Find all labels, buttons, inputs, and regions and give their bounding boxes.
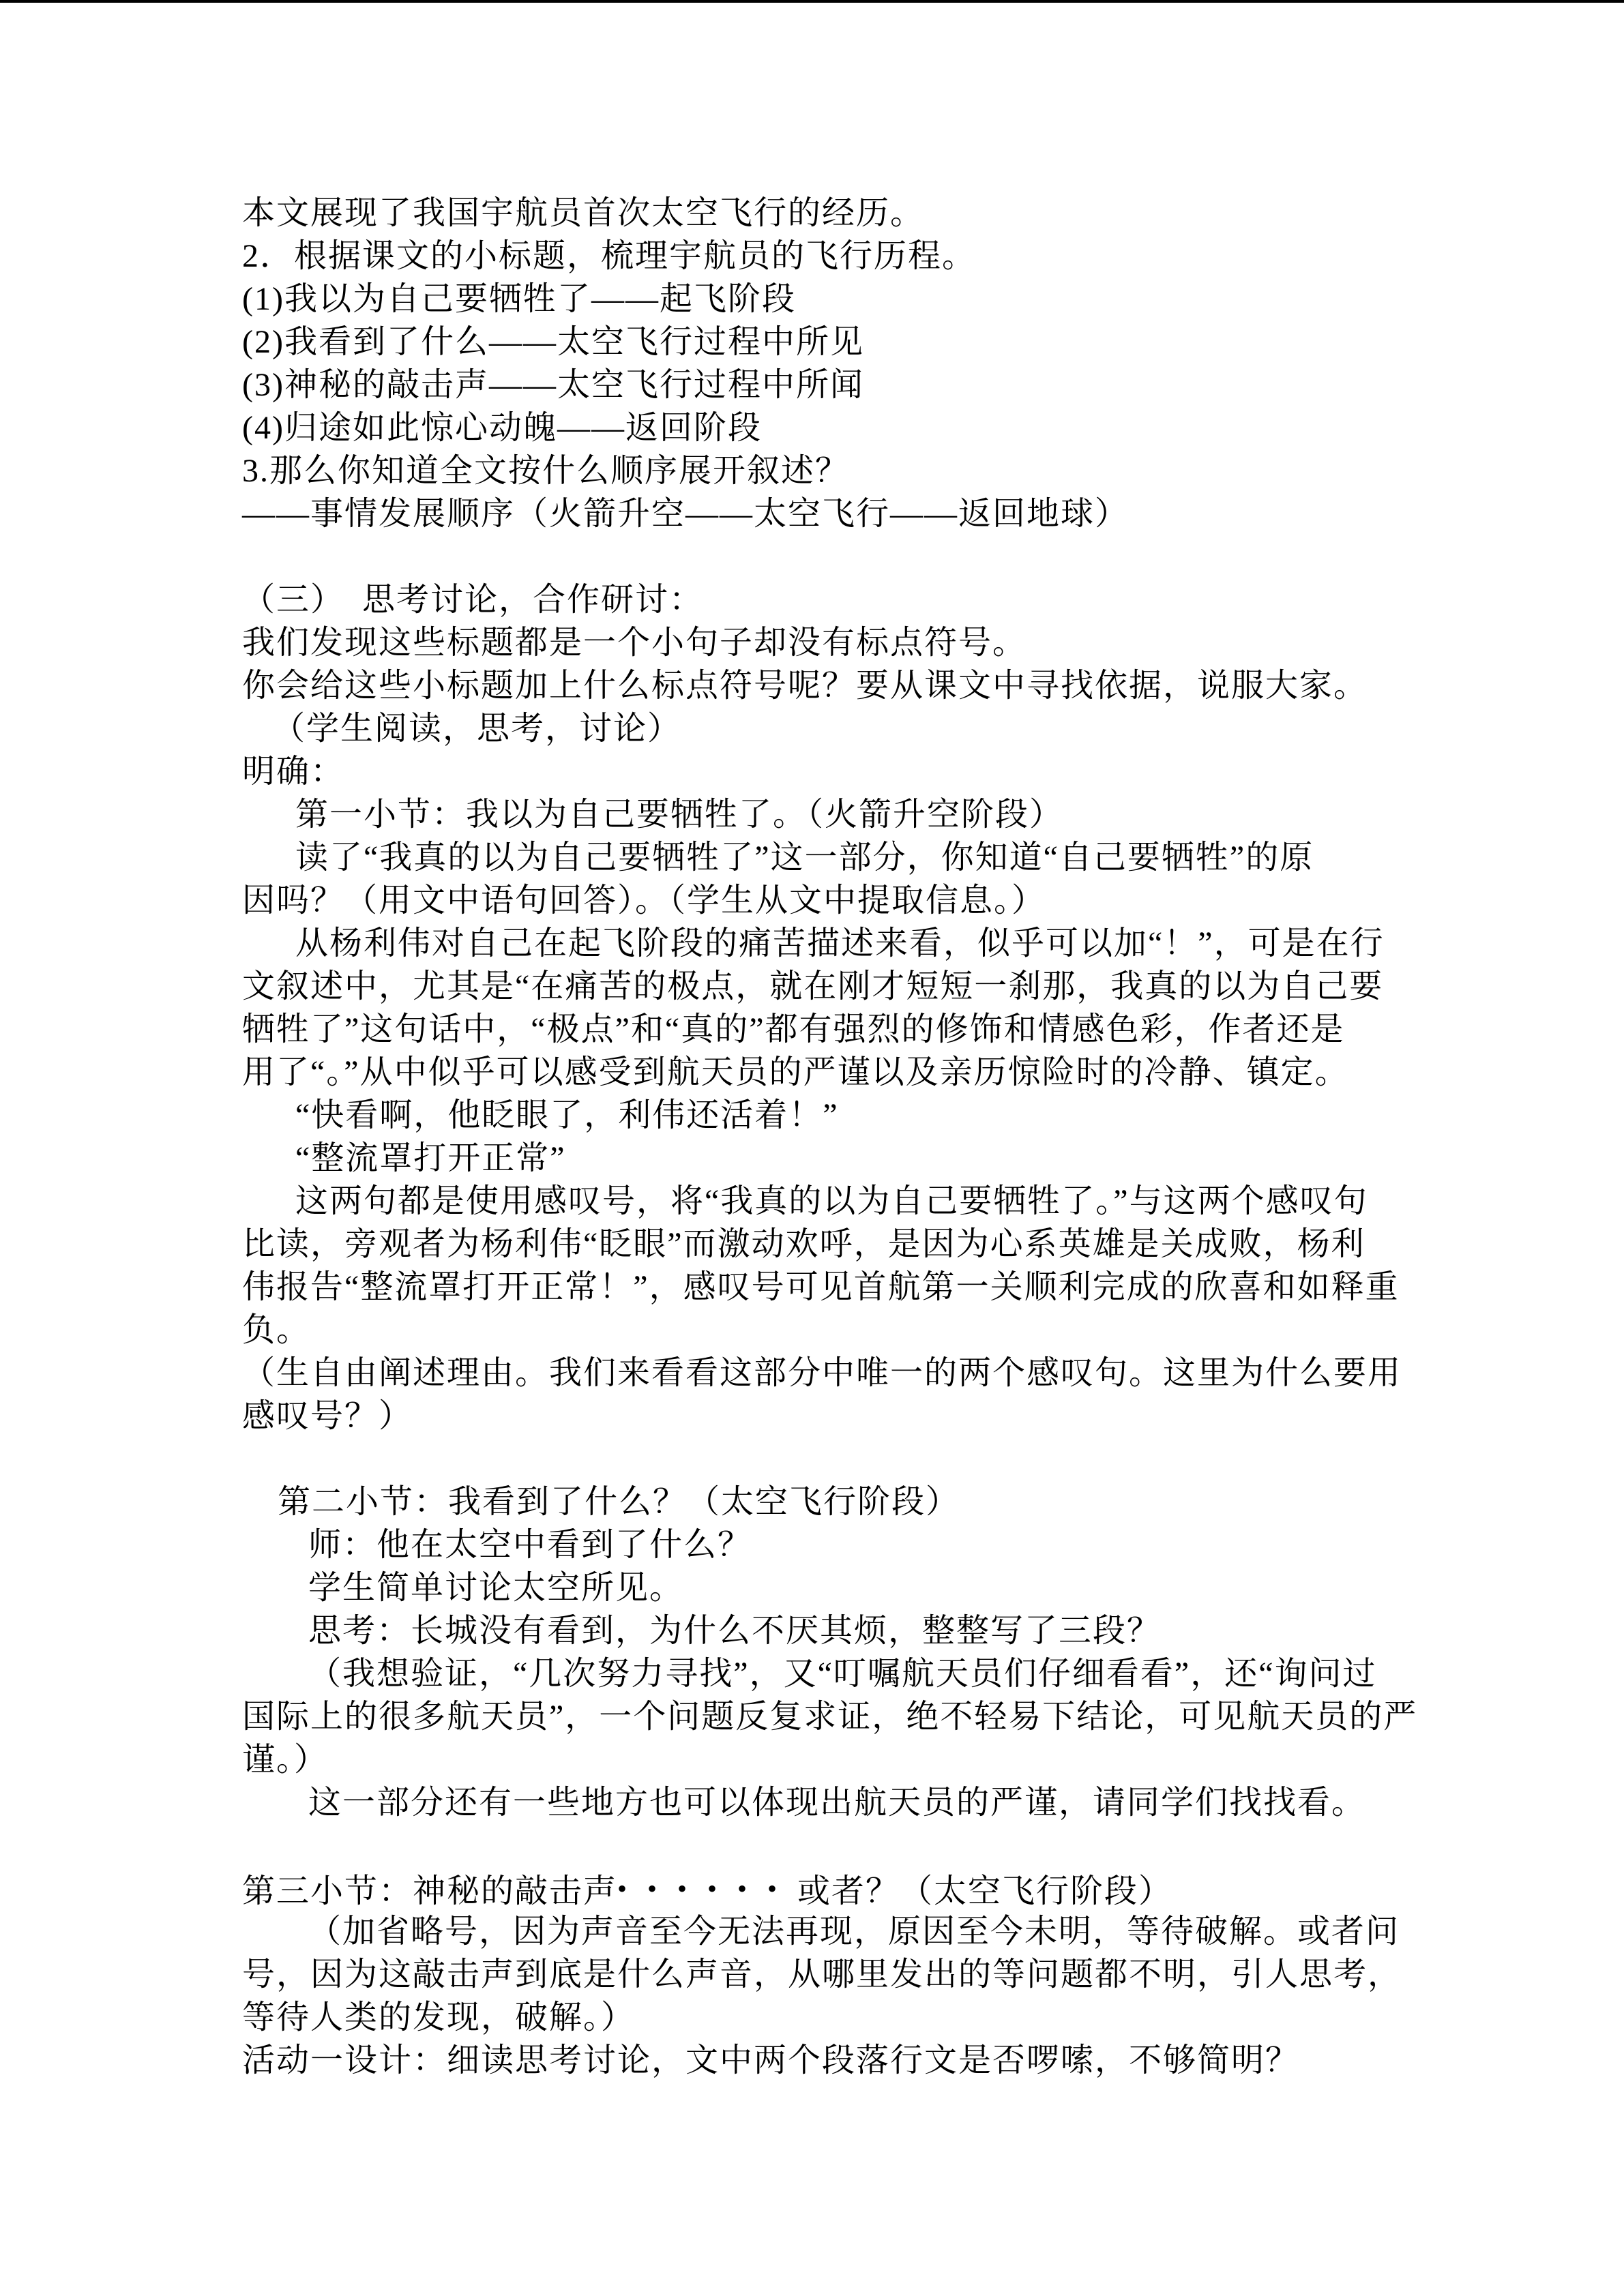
text-line: 号，因为这敲击声到底是什么声音，从哪里发出的等问题都不明，引人思考， xyxy=(242,1956,1402,1993)
text-line: 感叹号？） xyxy=(242,1398,413,1434)
text-line: (4)归途如此惊心动魄——返回阶段 xyxy=(242,410,762,446)
section-three-title-suffix: 或者？（太空飞行阶段） xyxy=(797,1873,1173,1909)
text-line: （加省略号，因为声音至今无法再现，原因至今未明，等待破解。或者问 xyxy=(308,1913,1400,1950)
blank-line xyxy=(242,1437,1429,1480)
text-line xyxy=(242,1867,1429,1910)
text-line: 从杨利伟对自己在起飞阶段的痛苦描述来看，似乎可以加“！”，可是在行 xyxy=(295,925,1385,961)
text-line: 本文展现了我国宇航员首次太空飞行的经历。 xyxy=(242,195,925,231)
text-line: (2)我看到了什么——太空飞行过程中所见 xyxy=(242,324,864,360)
text-line: 明确： xyxy=(242,754,345,790)
text-line: 文叙述中，尤其是“在痛苦的极点，就在刚才短短一刹那，我真的以为自己要 xyxy=(242,968,1384,1004)
text-line: 读了“我真的以为自己要牺牲了”这一部分，你知道“自己要牺牲”的原 xyxy=(295,839,1314,876)
document-page xyxy=(242,192,1429,2082)
text-line: 第一小节：我以为自己要牺牲了。（火箭升空阶段） xyxy=(295,796,1064,833)
section-three-title-prefix: 第三小节：神秘的敲击声 xyxy=(242,1873,618,1909)
text-line: 我们发现这些标题都是一个小句子却没有标点符号。 xyxy=(242,625,1027,661)
text-line: 第二小节：我看到了什么？（太空飞行阶段） xyxy=(278,1484,960,1520)
text-line: 伟报告“整流罩打开正常！”，感叹号可见首航第一关顺利完成的欣喜和如释重 xyxy=(242,1269,1400,1305)
text-line: 这两句都是使用感叹号，将“我真的以为自己要牺牲了。”与这两个感叹句 xyxy=(295,1183,1368,1219)
text-line: 国际上的很多航天员”，一个问题反复求证，绝不轻易下结论，可见航天员的严 xyxy=(242,1699,1418,1735)
document-lines xyxy=(242,192,1429,2082)
text-line: 比读，旁观者为杨利伟“眨眼”而激动欢呼，是因为心系英雄是关成败，杨利 xyxy=(242,1226,1365,1262)
text-line: 2．根据课文的小标题，梳理宇航员的飞行历程。 xyxy=(242,238,977,274)
text-line: 因吗？（用文中语句回答）。（学生从文中提取信息。） xyxy=(242,882,1046,919)
blank-line xyxy=(242,535,1429,578)
text-line: 用了“。”从中似乎可以感受到航天员的严谨以及亲历惊险时的冷静、镇定。 xyxy=(242,1054,1349,1090)
text-line: （三） 思考讨论，合作研讨： xyxy=(242,582,704,618)
text-line: 牺牲了”这句话中，“极点”和“真的”都有强烈的修饰和情感色彩，作者还是 xyxy=(242,1011,1345,1047)
text-line: (1)我以为自己要牺牲了——起飞阶段 xyxy=(242,281,796,317)
blank-line xyxy=(242,1824,1429,1867)
page-top-edge xyxy=(0,0,1624,3)
text-line: （我想验证，“几次努力寻找”，又“叮嘱航天员们仔细看看”，还“询问过 xyxy=(308,1656,1377,1692)
text-line: 谨。） xyxy=(242,1742,329,1778)
text-line: 思考：长城没有看到，为什么不厌其烦，整整写了三段？ xyxy=(308,1613,1162,1649)
ellipsis-dots: •••••• xyxy=(617,1873,798,1904)
text-line: ——事情发展顺序（火箭升空——太空飞行——返回地球） xyxy=(242,496,1130,532)
text-line: 这一部分还有一些地方也可以体现出航天员的严谨，请同学们找找看。 xyxy=(308,1785,1366,1821)
text-line: 师：他在太空中看到了什么？ xyxy=(308,1527,752,1563)
text-line: （学生阅读，思考，讨论） xyxy=(272,711,682,747)
text-line: (3)神秘的敲击声——太空飞行过程中所闻 xyxy=(242,367,864,403)
text-line: “整流罩打开正常” xyxy=(295,1140,566,1176)
text-line: 活动一设计：细读思考讨论，文中两个段落行文是否啰嗦，不够简明？ xyxy=(242,2042,1300,2078)
text-line: “快看啊，他眨眼了，利伟还活着！” xyxy=(295,1097,839,1133)
text-line: 负。 xyxy=(242,1312,311,1348)
text-line: 你会给这些小标题加上什么标点符号呢？要从课文中寻找依据，说服大家。 xyxy=(242,668,1368,704)
text-line: 学生简单讨论太空所见。 xyxy=(308,1570,684,1606)
text-line: 等待人类的发现，破解。） xyxy=(242,1999,636,2036)
text-line: （生自由阐述理由。我们来看看这部分中唯一的两个感叹句。这里为什么要用 xyxy=(242,1355,1402,1391)
text-line: 3.那么你知道全文按什么顺序展开叙述？ xyxy=(242,453,850,489)
